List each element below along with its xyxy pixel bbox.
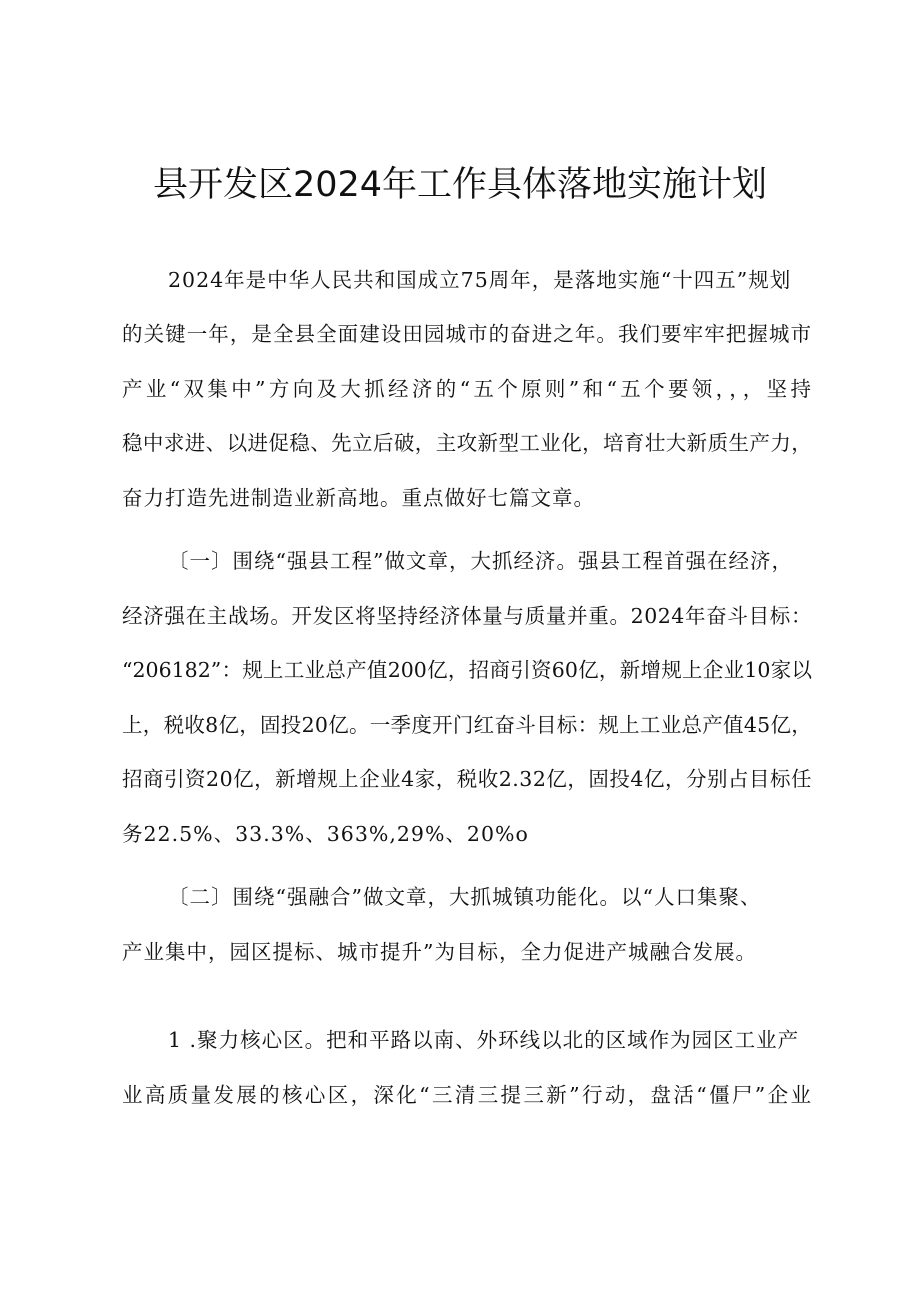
paragraph-2-line-2: 经济强在主战场。开发区将坚持经济体量与质量并重。2024年奋斗目标： (122, 604, 812, 628)
paragraph-1-line-2: 的关键一年，是全县全面建设田园城市的奋进之年。我们要牢牢把握城市 (122, 322, 812, 346)
paragraph-3-line-1: 〔二〕围绕“强融合”做文章，大抓城镇功能化。以“人口集聚、 (168, 885, 762, 909)
paragraph-1-line-3: 产业“双集中”方向及大抓经济的“五个原则”和“五个要领，，，坚持 (122, 377, 812, 401)
document-title: 县开发区2024年工作具体落地实施计划 (152, 165, 768, 205)
paragraph-2-line-4: 上，税收8亿，固投20亿。一季度开门红奋斗目标：规上工业总产值45亿， (122, 713, 812, 737)
paragraph-3-line-2: 产业集中，园区提标、城市提升”为目标，全力促进产城融合发展。 (122, 940, 757, 964)
paragraph-2-line-3: “206182”：规上工业总产值200亿，招商引资60亿，新增规上企业10家以 (122, 658, 812, 682)
paragraph-2-line-1: 〔一〕围绕“强县工程”做文章，大抓经济。强县工程首强在经济， (168, 549, 793, 573)
paragraph-2-line-5: 招商引资20亿，新增规上企业4家，税收2.32亿，固投4亿，分别占目标任 (122, 767, 812, 791)
paragraph-1-line-4: 稳中求进、以进促稳、先立后破，主攻新型工业化，培育壮大新质生产力， (122, 431, 812, 455)
paragraph-4-line-2: 业高质量发展的核心区，深化“三清三提三新”行动，盘活“僵尸”企业 (122, 1083, 812, 1107)
paragraph-4-line-1: 1 .聚力核心区。把和平路以南、外环线以北的区域作为园区工业产 (168, 1028, 800, 1052)
paragraph-1-line-5: 奋力打造先进制造业新高地。重点做好七篇文章。 (122, 486, 595, 510)
paragraph-1-line-1: 2024年是中华人民共和国成立75周年，是落地实施“十四五”规划 (168, 268, 792, 292)
paragraph-2-line-6: 务22.5%、33.3%、363%,29%、20%o (122, 822, 529, 846)
